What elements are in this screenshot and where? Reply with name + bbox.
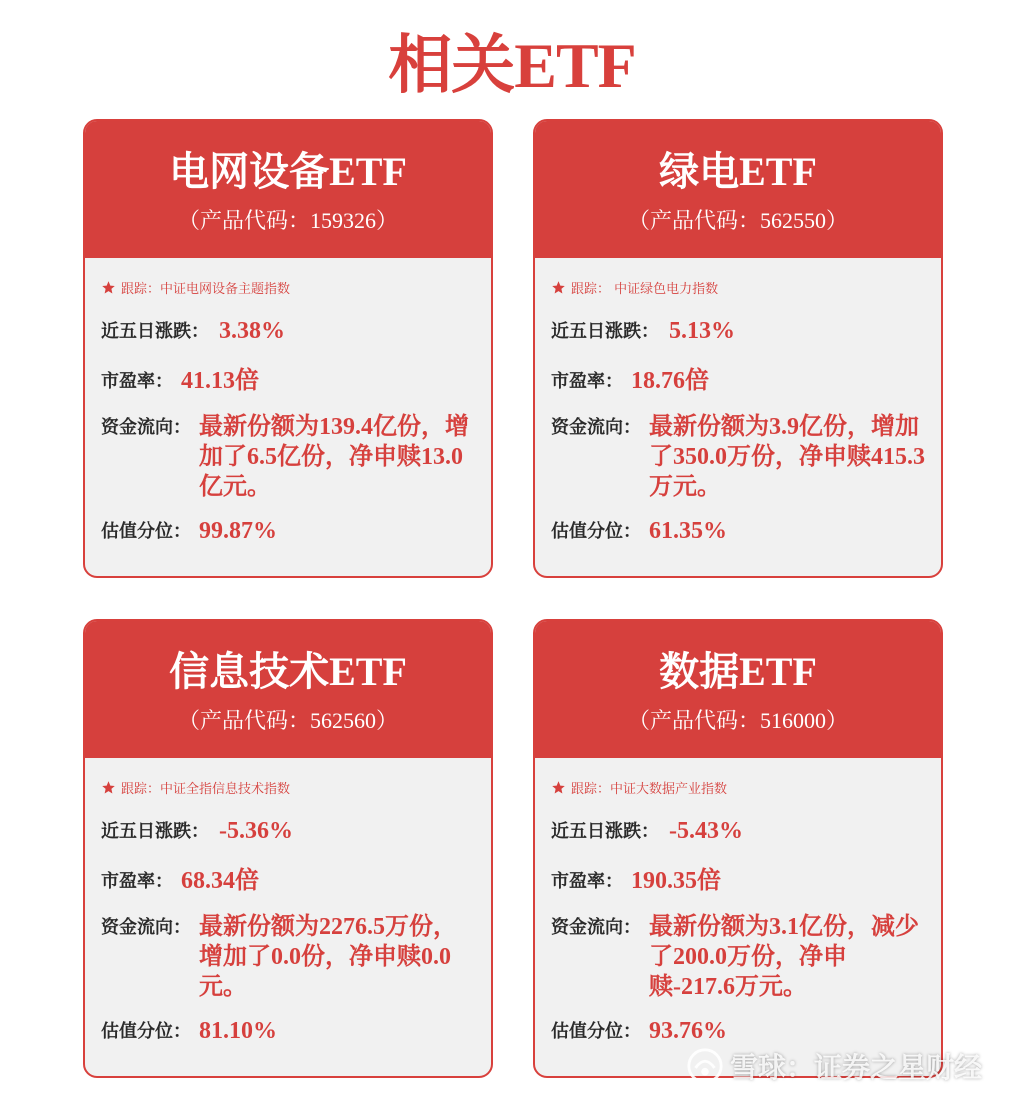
- pe-ratio-label: 市盈率：: [551, 871, 623, 892]
- tracking-index: [101, 276, 475, 298]
- valuation-percentile-label: 估值分位：: [551, 521, 641, 542]
- valuation-percentile-row: [101, 1016, 475, 1046]
- card-body: [535, 758, 941, 1046]
- valuation-percentile-value: 99.87%: [199, 518, 277, 544]
- valuation-percentile-row: [101, 516, 475, 546]
- pe-ratio-value: 190.35倍: [631, 868, 721, 894]
- valuation-percentile-value: 61.35%: [649, 518, 727, 544]
- fund-flow-value: 最新份额为3.1亿份，减少了200.0万份，净申赎-217.6万元。: [649, 914, 919, 1000]
- fund-flow-value: 最新份额为2276.5万份，增加了0.0份，净申赎0.0元。: [199, 914, 457, 1000]
- five-day-change-row: [551, 316, 925, 346]
- pe-ratio-value: 68.34倍: [181, 868, 259, 894]
- product-code: （产品代码：159326）: [177, 208, 398, 233]
- five-day-change-row: [101, 816, 475, 846]
- page-title: 相关ETF: [388, 30, 636, 101]
- product-code: （产品代码：516000）: [627, 708, 848, 733]
- pe-ratio-value: 41.13倍: [181, 368, 259, 394]
- pe-ratio-row: [101, 866, 475, 896]
- pe-ratio-label: 市盈率：: [101, 871, 173, 892]
- five-day-change-row: [101, 316, 475, 346]
- fund-flow-label: 资金流向：: [101, 417, 191, 438]
- fund-flow-label: 资金流向：: [551, 917, 641, 938]
- valuation-percentile-label: 估值分位：: [101, 521, 191, 542]
- etf-card-information-technology: [83, 619, 493, 1078]
- pe-ratio-row: [551, 366, 925, 396]
- snowball-logo-icon: [686, 1047, 724, 1085]
- tracking-label: 跟踪：中证全指信息技术指数: [121, 781, 291, 797]
- pe-ratio-row: [551, 866, 925, 896]
- card-header: [535, 621, 941, 758]
- tracking-label: 跟踪：中证大数据产业指数: [571, 781, 728, 797]
- tracking-index: [551, 776, 925, 798]
- five-day-change-label: 近五日涨跌：: [551, 821, 659, 842]
- five-day-change-label: 近五日涨跌：: [101, 821, 209, 842]
- pe-ratio-label: 市盈率：: [551, 371, 623, 392]
- five-day-change-value: 5.13%: [669, 318, 735, 344]
- fund-flow-row: [551, 412, 925, 502]
- fund-flow-row: [101, 912, 475, 1002]
- card-header: [85, 621, 491, 758]
- etf-card-grid-electric: [83, 119, 493, 578]
- fund-flow-row: [551, 912, 925, 1002]
- valuation-percentile-label: 估值分位：: [551, 1021, 641, 1042]
- etf-card-green-power: [533, 119, 943, 578]
- card-header: [535, 121, 941, 258]
- fund-flow-row: [101, 412, 475, 502]
- five-day-change-label: 近五日涨跌：: [551, 321, 659, 342]
- pe-ratio-label: 市盈率：: [101, 371, 173, 392]
- etf-card-big-data: [533, 619, 943, 1078]
- five-day-change-value: 3.38%: [219, 318, 285, 344]
- card-body: [85, 258, 491, 546]
- product-code: （产品代码：562550）: [627, 208, 848, 233]
- star-icon: [551, 780, 566, 795]
- pe-ratio-value: 18.76倍: [631, 368, 709, 394]
- etf-name: 电网设备ETF: [169, 149, 407, 194]
- tracking-label: 跟踪：中证电网设备主题指数: [121, 281, 291, 297]
- watermark-text: 雪球：证券之星财经: [730, 1051, 983, 1084]
- product-code: （产品代码：562560）: [177, 708, 398, 733]
- valuation-percentile-row: [551, 1016, 925, 1046]
- valuation-percentile-row: [551, 516, 925, 546]
- valuation-percentile-label: 估值分位：: [101, 1021, 191, 1042]
- tracking-index: [101, 776, 475, 798]
- fund-flow-label: 资金流向：: [101, 917, 191, 938]
- snowball-watermark: [686, 1044, 982, 1088]
- card-body: [535, 258, 941, 546]
- tracking-label: 跟踪： 中证绿色电力指数: [571, 281, 719, 297]
- star-icon: [101, 280, 116, 295]
- fund-flow-label: 资金流向：: [551, 417, 641, 438]
- etf-name: 信息技术ETF: [169, 649, 407, 694]
- card-header: [85, 121, 491, 258]
- fund-flow-value: 最新份额为139.4亿份，增加了6.5亿份，净申赎13.0亿元。: [199, 414, 469, 500]
- tracking-index: [551, 276, 925, 298]
- five-day-change-value: -5.36%: [219, 818, 293, 844]
- five-day-change-label: 近五日涨跌：: [101, 321, 209, 342]
- five-day-change-row: [551, 816, 925, 846]
- five-day-change-value: -5.43%: [669, 818, 743, 844]
- etf-name: 数据ETF: [659, 649, 817, 694]
- fund-flow-value: 最新份额为3.9亿份，增加了350.0万份，净申赎415.3万元。: [649, 414, 925, 500]
- valuation-percentile-value: 93.76%: [649, 1018, 727, 1044]
- star-icon: [101, 780, 116, 795]
- pe-ratio-row: [101, 366, 475, 396]
- card-body: [85, 758, 491, 1046]
- valuation-percentile-value: 81.10%: [199, 1018, 277, 1044]
- star-icon: [551, 280, 566, 295]
- etf-name: 绿电ETF: [659, 149, 817, 194]
